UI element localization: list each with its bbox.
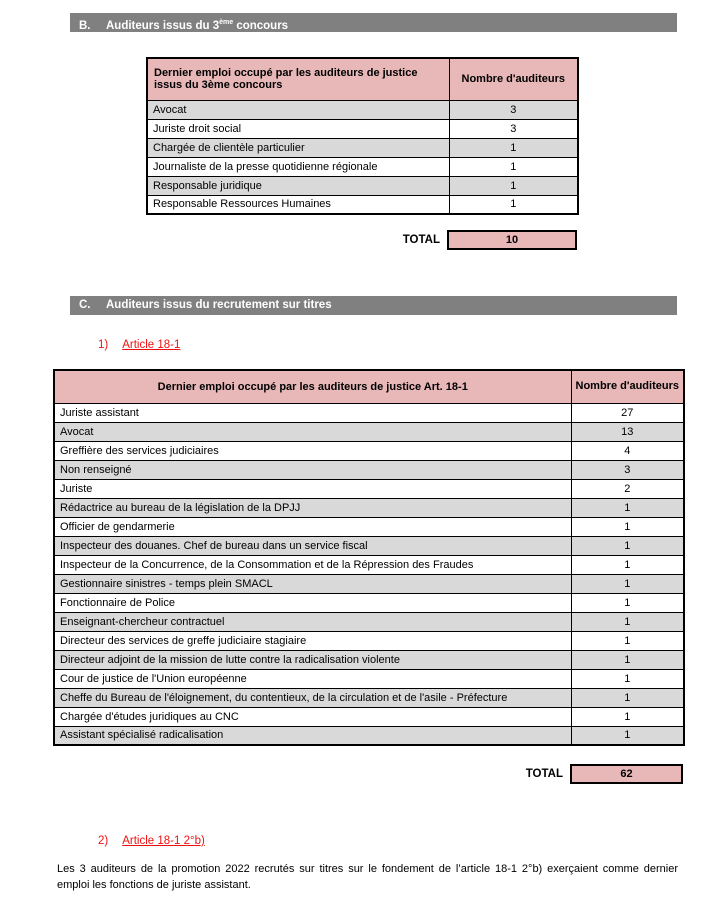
total-row-3eme-concours [146,230,577,250]
table-row [54,631,684,650]
section-heading-c [70,296,677,315]
table-row [54,574,684,593]
table-row [54,460,684,479]
count-cell: 1 [571,631,684,650]
count-cell: 1 [449,138,578,157]
table-row [147,138,578,157]
job-cell: Avocat [147,100,449,119]
job-cell: Rédactrice au bureau de la législation de la DPJJ [54,498,571,517]
table-row [54,479,684,498]
table-row [147,176,578,195]
article-18-1-2b-heading [98,835,205,847]
section-letter: B. [79,19,91,32]
article-number: 1) [98,339,109,351]
total-row-article-18-1 [53,764,683,784]
table-row [54,707,684,726]
table-row [147,100,578,119]
job-cell: Responsable juridique [147,176,449,195]
article-18-1-heading [98,339,180,351]
table-row [54,517,684,536]
count-cell: 4 [571,441,684,460]
count-cell: 3 [449,100,578,119]
count-cell: 1 [449,195,578,214]
section-title: Auditeurs issus du recrutement sur titres [106,299,332,311]
count-cell: 3 [449,119,578,138]
section-title: Auditeurs issus du 3ème concours [106,19,289,32]
job-cell: Directeur adjoint de la mission de lutte contre la radicalisation violente [54,650,571,669]
count-cell: 1 [571,574,684,593]
table-row [54,555,684,574]
job-cell: Cheffe du Bureau de l'éloignement, du contentieux, de la circulation et de l'asile - Préfecture [54,688,571,707]
job-cell: Juriste assistant [54,403,571,422]
job-cell: Chargée de clientèle particulier [147,138,449,157]
table-row [54,422,684,441]
job-cell: Juriste droit social [147,119,449,138]
count-cell: 1 [571,612,684,631]
job-cell: Cour de justice de l'Union européenne [54,669,571,688]
count-cell: 1 [571,555,684,574]
total-label: TOTAL [525,768,563,780]
article-number: 2) [98,835,109,847]
table-row [54,612,684,631]
job-cell: Officier de gendarmerie [54,517,571,536]
section-letter: C. [79,299,91,311]
job-cell: Greffière des services judiciaires [54,441,571,460]
table-row [54,536,684,555]
job-cell: Inspecteur de la Concurrence, de la Consommation et de la Répression des Fraudes [54,555,571,574]
table-row [147,119,578,138]
article-title: Article 18-1 2°b) [122,835,205,847]
total-value-box: 10 [447,230,577,250]
table-row [54,688,684,707]
job-cell: Avocat [54,422,571,441]
count-cell: 1 [571,498,684,517]
count-cell: 1 [571,517,684,536]
table-row [147,157,578,176]
count-cell: 1 [571,669,684,688]
table-header-row [54,370,684,403]
job-cell: Assistant spécialisé radicalisation [54,726,571,745]
table-row [54,593,684,612]
table-row [54,498,684,517]
table-row [54,650,684,669]
total-value-box: 62 [570,764,683,784]
job-cell: Directeur des services de greffe judiciaire stagiaire [54,631,571,650]
table-row [54,726,684,745]
table-article-18-1 [53,369,685,746]
count-cell: 1 [571,726,684,745]
body-paragraph: Les 3 auditeurs de la promotion 2022 recrutés sur titres sur le fondement de l’article 18-1 2°b) exerçaient comme dernier emploi les fonctions de juriste assistant. [57,863,678,891]
table-row [147,195,578,214]
count-cell: 1 [449,176,578,195]
job-cell: Non renseigné [54,460,571,479]
job-cell: Inspecteur des douanes. Chef de bureau dans un service fiscal [54,536,571,555]
job-cell: Responsable Ressources Humaines [147,195,449,214]
count-cell: 13 [571,422,684,441]
job-cell: Juriste [54,479,571,498]
count-cell: 3 [571,460,684,479]
count-cell: 27 [571,403,684,422]
column-header-count: Nombre d'auditeurs [449,58,578,100]
table-3eme-concours [146,57,579,215]
article-title: Article 18-1 [122,339,181,351]
section-heading-b [70,13,677,32]
count-cell: 1 [571,707,684,726]
total-label: TOTAL [402,234,440,246]
count-cell: 1 [571,688,684,707]
ordinal-superscript: ème [219,19,234,26]
table-row [54,669,684,688]
job-cell: Enseignant-chercheur contractuel [54,612,571,631]
table-header-row [147,58,578,100]
table-row [54,441,684,460]
job-cell: Journaliste de la presse quotidienne régionale [147,157,449,176]
column-header-job: Dernier emploi occupé par les auditeurs de justice issus du 3ème concours [147,58,449,100]
job-cell: Gestionnaire sinistres - temps plein SMACL [54,574,571,593]
column-header-job: Dernier emploi occupé par les auditeurs de justice Art. 18-1 [54,370,571,403]
column-header-count: Nombre d'auditeurs [571,370,684,403]
count-cell: 2 [571,479,684,498]
job-cell: Fonctionnaire de Police [54,593,571,612]
count-cell: 1 [571,593,684,612]
table-row [54,403,684,422]
count-cell: 1 [571,650,684,669]
job-cell: Chargée d'études juridiques au CNC [54,707,571,726]
count-cell: 1 [449,157,578,176]
count-cell: 1 [571,536,684,555]
